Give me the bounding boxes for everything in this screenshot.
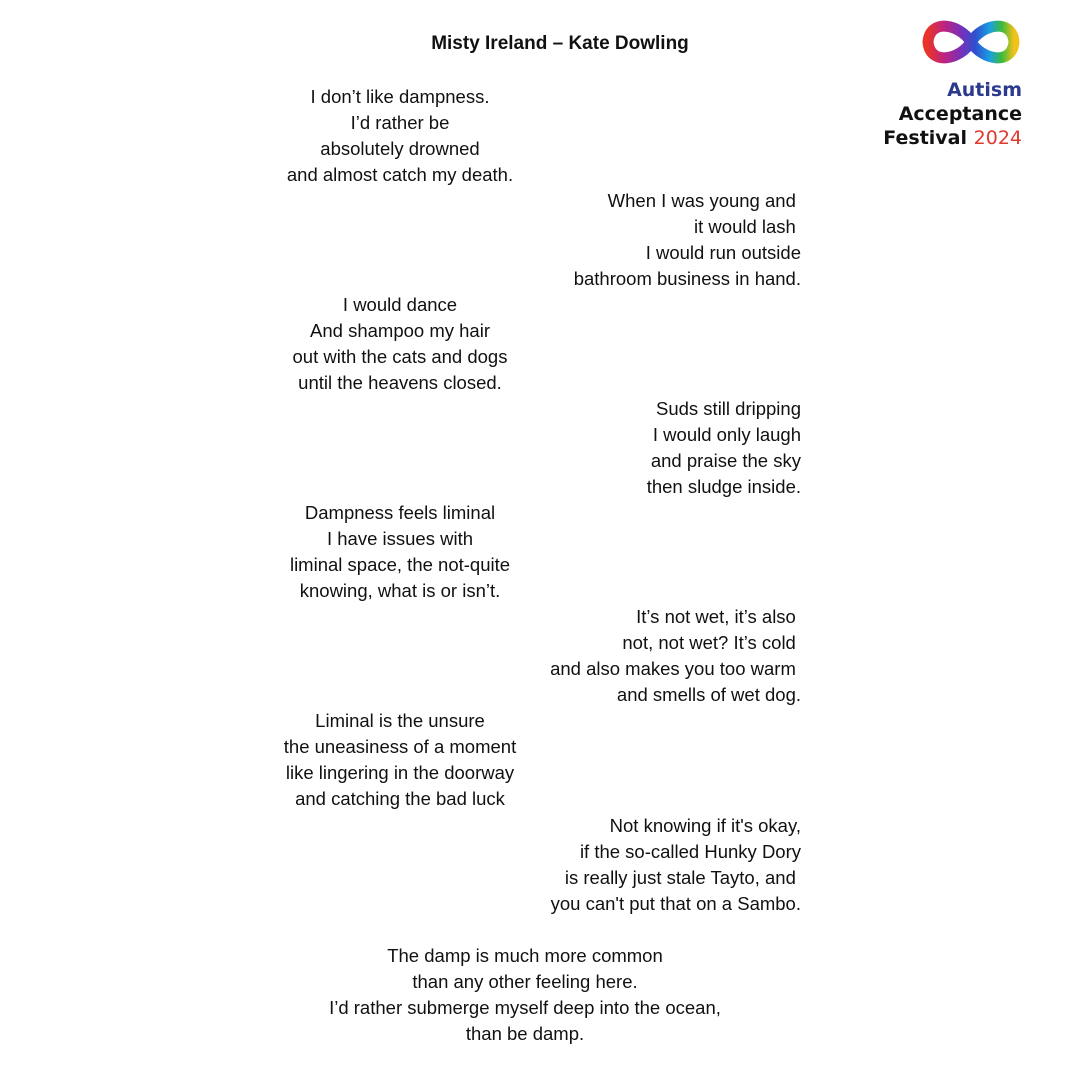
poem-line: bathroom business in hand. (573, 268, 801, 289)
logo-autism-text: Autism (947, 79, 1022, 101)
poem-line: It’s not wet, it’s also (636, 606, 801, 627)
stanza-9 (329, 943, 721, 1047)
poem-line: knowing, what is or isn’t. (299, 580, 501, 601)
poem-line: out with the cats and dogs (292, 346, 508, 367)
poem-line: Liminal is the unsure (315, 710, 485, 731)
poem-line: than be damp. (465, 1023, 585, 1044)
poem-line: than any other feeling here. (412, 971, 638, 992)
poem-line: not, not wet? It’s cold (622, 632, 801, 653)
poem-line: until the heavens closed. (298, 372, 502, 393)
poem-line: and praise the sky (650, 450, 801, 471)
rainbow-infinity-icon (920, 12, 1022, 72)
stanza-2 (574, 188, 801, 292)
poem-title: Misty Ireland – Kate Dowling (431, 33, 689, 54)
poem-line: and almost catch my death. (286, 164, 514, 185)
logo-acceptance-text: Acceptance (898, 103, 1022, 125)
poem-line: I would run outside (645, 242, 801, 263)
poem-line: And shampoo my hair (310, 320, 490, 341)
poem-line: you can't put that on a Sambo. (550, 893, 801, 914)
poem-line: absolutely drowned (320, 138, 480, 159)
poem-line: I would dance (342, 294, 458, 315)
logo-festival-line (883, 126, 1022, 150)
stanza-8 (551, 813, 801, 917)
poem-line: then sludge inside. (646, 476, 801, 497)
logo-festival-text: Festival (883, 127, 968, 149)
poem-line: Not knowing if it's okay, (609, 815, 801, 836)
poem-line: the uneasiness of a moment (283, 736, 517, 757)
festival-logo (862, 12, 1022, 152)
poem-line: I’d rather be (350, 112, 450, 133)
stanza-6 (550, 604, 801, 708)
poem-line: Dampness feels liminal (304, 502, 496, 523)
poem-line: I’d rather submerge myself deep into the ocean, (329, 997, 721, 1018)
poem-line: Suds still dripping (656, 398, 801, 419)
poem-line: I don’t like dampness. (310, 86, 490, 107)
stanza-7 (284, 708, 516, 812)
logo-year: 2024 (973, 127, 1022, 149)
poem-line: The damp is much more common (387, 945, 663, 966)
poem-line: like lingering in the doorway (285, 762, 515, 783)
poem-line: it would lash (694, 216, 801, 237)
poem-line: and also makes you too warm (550, 658, 801, 679)
poem-line: and smells of wet dog. (616, 684, 801, 705)
stanza-3 (293, 292, 508, 396)
poem-line: is really just stale Tayto, and (564, 867, 801, 888)
stanza-1 (287, 84, 513, 188)
poem-line: liminal space, the not-quite (289, 554, 511, 575)
stanza-4 (647, 396, 801, 500)
stanza-5 (290, 500, 510, 604)
poem-line: I have issues with (326, 528, 474, 549)
poem-line: I would only laugh (652, 424, 801, 445)
poem-line: if the so-called Hunky Dory (579, 841, 801, 862)
poem-line: and catching the bad luck (295, 788, 505, 809)
poem-line: When I was young and (607, 190, 801, 211)
